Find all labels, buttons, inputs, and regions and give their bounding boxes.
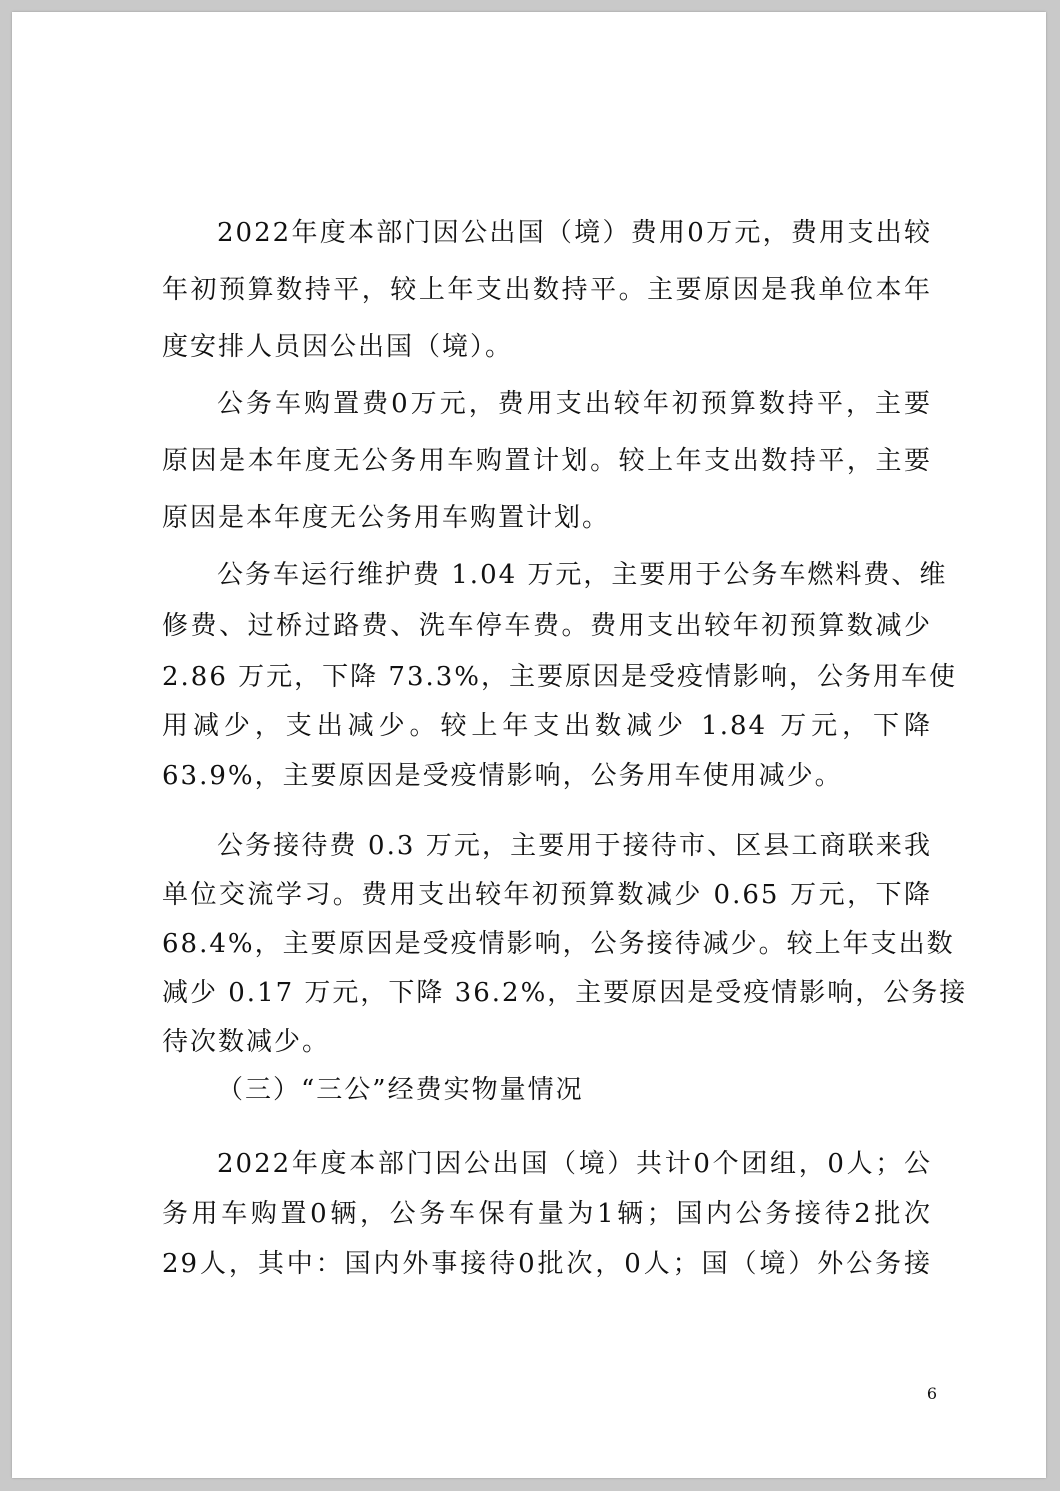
paragraph-6-line-3: 29人，其中：国内外事接待0批次，0人；国（境）外公务接	[162, 1249, 932, 1279]
paragraph-2-line-2: 原因是本年度无公务用车购置计划。较上年支出数持平，主要	[162, 446, 932, 476]
paragraph-2-line-3: 原因是本年度无公务用车购置计划。	[162, 503, 611, 533]
paragraph-1-line-2: 年初预算数持平，较上年支出数持平。主要原因是我单位本年	[162, 275, 932, 305]
paragraph-1-line-3: 度安排人员因公出国（境）。	[162, 332, 514, 362]
paragraph-4-line-3: 68.4%，主要原因是受疫情影响，公务接待减少。较上年支出数	[162, 929, 955, 959]
paragraph-4-line-5: 待次数减少。	[162, 1027, 331, 1057]
paragraph-3-line-1: 公务车运行维护费 1.04 万元，主要用于公务车燃料费、维	[217, 560, 948, 590]
paragraph-6-line-2: 务用车购置0辆，公务车保有量为1辆；国内公务接待2批次	[162, 1199, 932, 1229]
paragraph-4-line-1: 公务接待费 0.3 万元，主要用于接待市、区县工商联来我	[217, 831, 932, 861]
page-number: 6	[926, 1384, 938, 1403]
paragraph-6-line-1: 2022年度本部门因公出国（境）共计0个团组，0人；公	[217, 1149, 932, 1179]
paragraph-3-line-3: 2.86 万元，下降 73.3%，主要原因是受疫情影响，公务用车使	[162, 662, 958, 692]
document-page	[12, 12, 1046, 1478]
paragraph-3-line-4: 用减少，支出减少。较上年支出数减少 1.84 万元，下降	[162, 711, 932, 741]
paragraph-4-line-2: 单位交流学习。费用支出较年初预算数减少 0.65 万元，下降	[162, 880, 932, 910]
paragraph-1-line-1: 2022年度本部门因公出国（境）费用0万元，费用支出较	[217, 218, 932, 248]
paragraph-4-line-4: 减少 0.17 万元，下降 36.2%，主要原因是受疫情影响，公务接	[162, 978, 968, 1008]
paragraph-3-line-2: 修费、过桥过路费、洗车停车费。费用支出较年初预算数减少	[162, 611, 932, 641]
paragraph-2-line-1: 公务车购置费0万元，费用支出较年初预算数持平，主要	[217, 389, 932, 419]
section-heading: （三）“三公”经费实物量情况	[217, 1075, 584, 1105]
paragraph-3-line-5: 63.9%，主要原因是受疫情影响，公务用车使用减少。	[162, 761, 843, 791]
